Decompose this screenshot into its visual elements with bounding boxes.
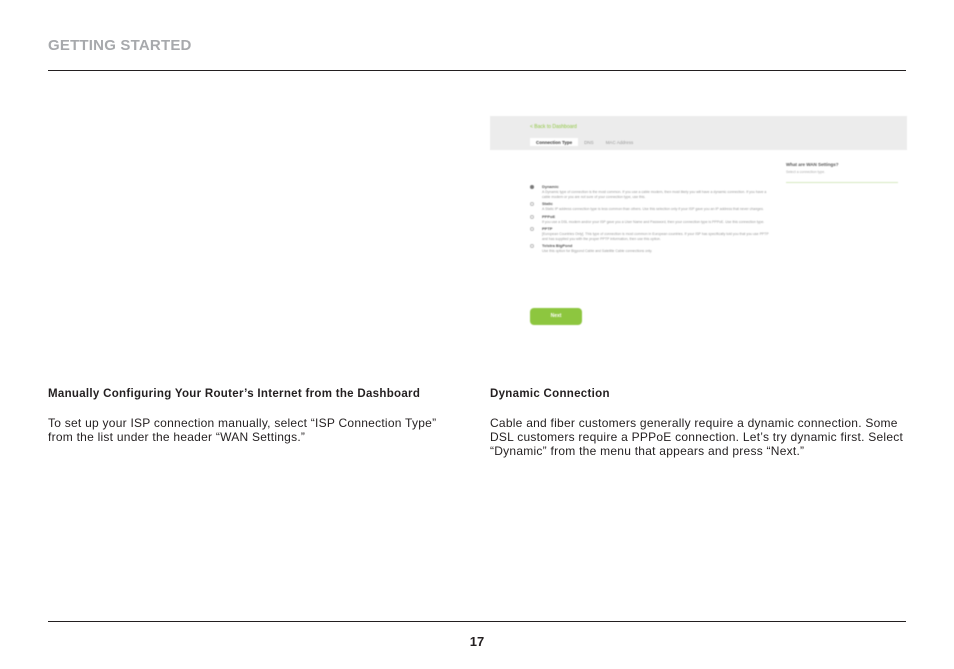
page-number: 17: [469, 634, 485, 649]
left-column-heading: Manually Configuring Your Router’s Internet from the Dashboard: [48, 388, 421, 400]
option-pppoe: [530, 214, 772, 225]
radio-icon: [530, 202, 534, 206]
option-label: Telstra BigPond: [542, 243, 573, 248]
option-label: Static: [542, 201, 553, 206]
option-label: PPPoE: [542, 213, 556, 219]
screenshot-header-bar: [490, 116, 907, 150]
option-pptp: [530, 226, 772, 241]
option-description: If you use a DSL modem and/or your ISP gave you a User Name and Password, then your connection type is PPPoE. Use this connection type.: [542, 219, 765, 224]
sidebar-text: Select a connection type.: [786, 170, 826, 174]
option-description: A Dynamic type of connection is the most common. If you use a cable modem, then most likely you will have a dynamic connection. If you have a cable modem or you are not sure of your connection type, use this.: [542, 190, 767, 199]
option-telstra-bigpond: [530, 243, 772, 254]
right-column-body: Cable and fiber customers generally require a dynamic connection. Some DSL customers require a PPPoE connection. Let’s try dynamic first. Select “Dynamic” from the menu that appears and press “Next.”: [490, 416, 904, 458]
option-description: Use this option for Bigpond Cable and Satellite Cable connections only.: [542, 249, 653, 253]
next-button: Next: [530, 308, 582, 325]
top-divider: [48, 70, 906, 71]
option-description: [European Countries Only]. This type of connection is most common in European countries. If your ISP has specifically told you that you use PPTP and has supplied you with the proper PPTP information, then use this option.: [542, 232, 769, 241]
tab-connection-type: Connection Type: [530, 138, 578, 146]
screenshot-tabs: [530, 138, 639, 146]
bottom-divider: [48, 621, 906, 622]
tab-dns: DNS: [584, 140, 594, 145]
sidebar-title: What are WAN Settings?: [786, 162, 839, 167]
option-dynamic: [530, 184, 772, 199]
option-description: A Static IP address connection type is less common than others. Use this selection only if your ISP gave you an IP address that never changes.: [542, 207, 764, 211]
back-to-dashboard-link: < Back to Dashboard: [530, 124, 577, 130]
option-static: [530, 201, 772, 212]
sidebar-divider: [786, 182, 898, 183]
option-label: PPTP: [542, 226, 553, 231]
router-dashboard-screenshot: [490, 116, 907, 336]
radio-icon: [530, 244, 534, 248]
right-column-heading: Dynamic Connection: [490, 388, 610, 400]
radio-icon: [530, 227, 534, 231]
radio-icon: [530, 215, 534, 219]
option-label: Dynamic: [542, 184, 559, 189]
section-title: GETTING STARTED: [48, 37, 192, 54]
left-column-body: To set up your ISP connection manually, select “ISP Connection Type” from the list under the header “WAN Settings.”: [48, 416, 437, 444]
tab-mac-address: MAC Address: [605, 140, 634, 145]
connection-type-options: [530, 184, 772, 256]
radio-selected-icon: [530, 185, 534, 189]
